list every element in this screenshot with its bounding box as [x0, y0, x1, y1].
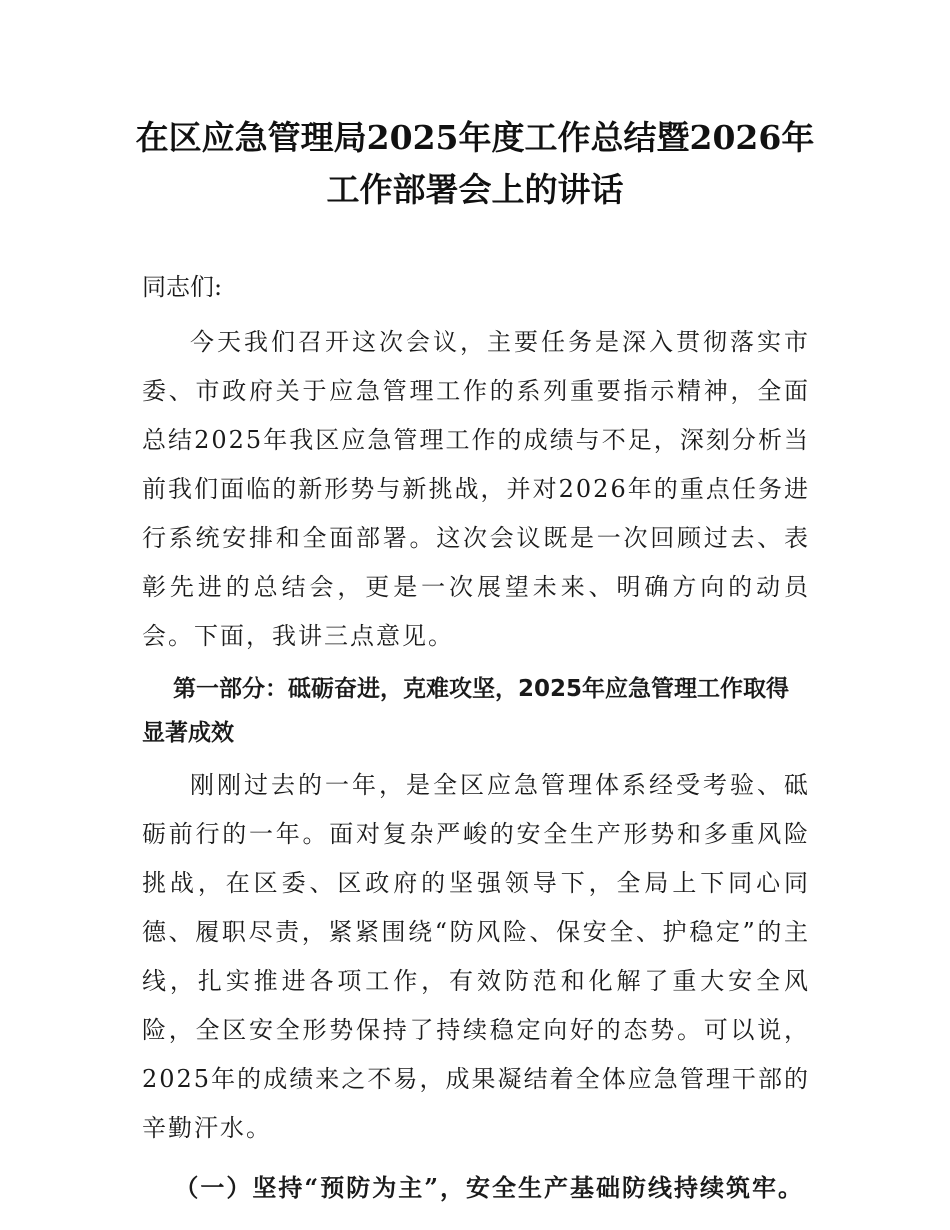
speech-body: [142, 262, 810, 1212]
salutation: 同志们:: [142, 273, 223, 301]
title-line-1: 在区应急管理局2025年度工作总结暨2026年: [135, 118, 815, 157]
subsection-1-heading: （一）坚持“预防为主”，安全生产基础防线持续筑牢。: [174, 1173, 804, 1202]
section-1-heading: 第一部分：砥砺奋进，克难攻坚，2025年应急管理工作取得显著成效: [142, 676, 790, 746]
section-1-paragraph: 刚刚过去的一年，是全区应急管理体系经受考验、砥砺前行的一年。面对复杂严峻的安全生产形势和多重风险挑战，在区委、区政府的坚强领导下，全局上下同心同德、履职尽责，紧紧围绕“防风险、保安全、护稳定”的主线，扎实推进各项工作，有效防范和化解了重大安全风险，全区安全形势保持了持续稳定向好的态势。可以说，2025年的成绩来之不易，成果凝结着全体应急管理干部的辛勤汗水。: [142, 771, 810, 1142]
opening-paragraph: 今天我们召开这次会议，主要任务是深入贯彻落实市委、市政府关于应急管理工作的系列重要指示精神，全面总结2025年我区应急管理工作的成绩与不足，深刻分析当前我们面临的新形势与新挑战，并对2026年的重点任务进行系统安排和全面部署。这次会议既是一次回顾过去、表彰先进的总结会，更是一次展望未来、明确方向的动员会。下面，我讲三点意见。: [142, 328, 810, 650]
title-line-2: 工作部署会上的讲话: [326, 170, 624, 209]
speech-title: [100, 112, 850, 216]
